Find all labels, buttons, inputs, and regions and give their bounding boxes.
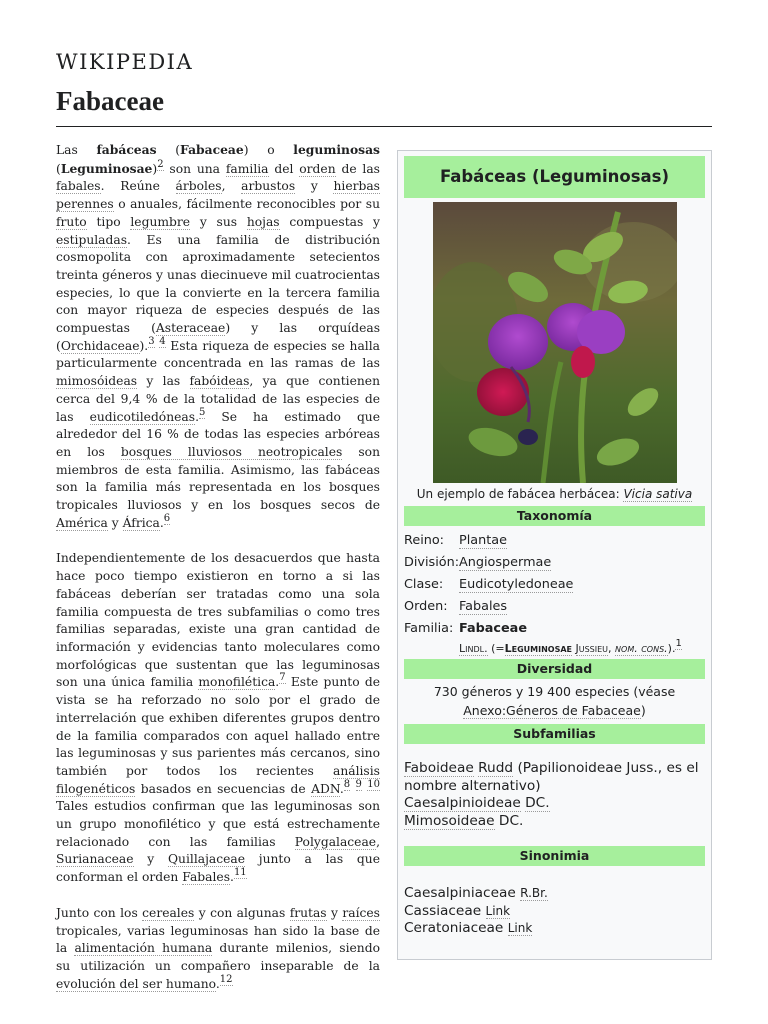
taxonomy-row (404, 530, 705, 552)
family-name: Fabaceae (459, 621, 528, 636)
diversity-text (404, 682, 705, 720)
text-run: y (326, 905, 343, 920)
synonym-author-link[interactable]: Link (507, 921, 533, 935)
text-run: . (275, 675, 280, 690)
ref-7[interactable]: 7 (279, 672, 286, 684)
link-surianaceae[interactable]: Surianaceae (56, 852, 134, 867)
link-bosques-lluviosos-neotropicales[interactable]: bosques lluviosos neotropicales (120, 444, 343, 459)
link-fruto[interactable]: fruto (56, 214, 87, 229)
subfamily-item (404, 795, 705, 813)
link-evolucion-del-ser-humano[interactable]: evolución del ser humano (56, 976, 216, 991)
synonym-item (404, 903, 705, 921)
paragraph-phylogeny (56, 550, 380, 886)
link-legumbre[interactable]: legumbre (130, 214, 191, 229)
text-run: o anuales, fácilmente reconocibles por su (113, 197, 380, 212)
synonym-author-link[interactable]: Link (485, 903, 511, 918)
subfamily-item (404, 813, 705, 831)
taxonomy-row (404, 574, 705, 596)
link-estipuladas[interactable]: estipuladas (56, 232, 128, 247)
text-run: y con algunas (194, 905, 290, 920)
synonym-author-link[interactable]: Jussieu (575, 642, 609, 655)
text-run: junto a las que conforman el orden (56, 852, 381, 885)
syn-open: (= (487, 642, 505, 655)
text-run: basados en secuencias de (135, 781, 312, 796)
bold-term: Fabaceae (180, 142, 244, 157)
text-run: Este punto de vista se ha reforzado no solo por el grado de interrelación que exhiben diferentes grupos dentro de la familia comparados con aquel hallado entre las leguminosas y sus parientes más cercanos, sino también por todos los recientes (56, 675, 380, 778)
article-body (56, 141, 380, 1011)
link-orchidaceae[interactable]: Orchidaceae (60, 338, 140, 353)
citation (356, 779, 362, 791)
citation (164, 513, 170, 525)
text-run: Esta riqueza de especies se halla particularmente concentrada en las ramas de las (56, 338, 380, 371)
text-run: . (339, 781, 344, 796)
ref-12[interactable]: 12 (219, 973, 233, 985)
text-run: . (195, 409, 199, 424)
text-run: ( (156, 143, 181, 157)
nom-cons-link[interactable]: nom. cons. (615, 642, 668, 655)
synonym-item (404, 885, 705, 903)
link-quillajaceae[interactable]: Quillajaceae (167, 852, 246, 867)
ref-5[interactable]: 5 (198, 406, 206, 418)
synonym-name: Ceratoniaceae (404, 920, 504, 936)
synonym-author-link[interactable]: R.Br. (520, 886, 548, 900)
taxonomy-row-family: Familia: Fabaceae Lindl. (=Leguminosae Jussieu, nom. cons.).$^1$ (404, 618, 705, 657)
text-run: del (268, 161, 300, 176)
text-run: . Es una familia de distribución cosmopolita con aproximadamente setecientos treinta géneros y unas diecinueve mil cuatrocientas especies, lo que la convierte en la tercera familia con mayor riqueza de especies después de las compuestas ( (56, 232, 380, 336)
link-fabales[interactable]: Fabales (182, 870, 231, 885)
link-cereales[interactable]: cereales (142, 905, 195, 920)
taxonomy-table (404, 530, 705, 657)
text-run: Independientemente de los desacuerdos que hasta hace poco tiempo existieron en torno a si las fabáceas deberían ser tratadas como una sola familia compuesta de tres subfamilias o como tres familias separadas, existe una gran cantidad de información y evidencias tanto moleculares como morfológicas que sustentan que las leguminosas son una única familia (56, 551, 380, 690)
family-synonym-link[interactable]: Leguminosae (504, 642, 572, 655)
text-run: compuestas y (279, 214, 380, 229)
paragraph-intro (56, 141, 380, 532)
text-run: . (159, 515, 164, 530)
ref-8[interactable]: 8 (343, 778, 351, 790)
taxonomy-header: Taxonomía (404, 506, 705, 526)
taxonomy-label: Clase: (404, 577, 444, 592)
bold-term: leguminosas (293, 142, 380, 157)
link-america[interactable]: América (56, 515, 108, 530)
text-run: ) o (243, 143, 294, 157)
citation (367, 779, 380, 791)
text-run: , (221, 179, 242, 194)
synonyms-header: Sinonimia (404, 846, 705, 866)
link-arbustos[interactable]: arbustos (241, 179, 296, 194)
text-run: y sus (190, 214, 247, 229)
ref-1[interactable]: 1 (675, 638, 682, 649)
link-faboideas[interactable]: fabóideas (189, 374, 250, 389)
family-author-link[interactable]: Lindl. (459, 642, 488, 655)
link-analisis-filogeneticos[interactable]: análisis filogenéticos (56, 763, 380, 796)
faboideae-note: (Papilionoideae Juss., es el nombre alternativo) (404, 760, 699, 794)
text-run: ) (152, 161, 158, 176)
link-alimentacion-humana[interactable]: alimentación humana (74, 941, 213, 956)
ref-6[interactable]: 6 (163, 512, 171, 524)
taxonomy-label: División: (404, 555, 460, 570)
subfamilies-list (404, 760, 705, 830)
text-run: ). (139, 338, 149, 353)
link-hojas[interactable]: hojas (246, 214, 280, 229)
rudd-link[interactable]: Rudd (478, 760, 514, 776)
diversity-count: 730 géneros y 19 400 especies (véase (433, 684, 676, 699)
citation (234, 867, 247, 879)
text-run: . Reúne (100, 179, 176, 194)
caption-text: Un ejemplo de fabácea herbácea: (416, 487, 624, 501)
taxon-link-plantae[interactable]: Plantae (459, 533, 507, 548)
text-run: ) y las orquídeas ( (56, 321, 380, 353)
taxobox-title: Fabáceas (Leguminosas) (404, 156, 705, 198)
ref-3[interactable]: 3 (148, 335, 155, 347)
text-run: durante milenios, siendo su utilización un compañero inseparable de la (56, 941, 380, 973)
syn-close: ). (667, 642, 676, 655)
mimosoideae-author: DC. (498, 812, 524, 829)
text-run: ( (56, 161, 61, 176)
faboideae-link[interactable]: Faboideae (404, 760, 474, 776)
link-polygalaceae[interactable]: Polygalaceae (294, 834, 377, 849)
ref-2[interactable]: 2 (157, 158, 164, 170)
diversity-header: Diversidad (404, 659, 705, 679)
text-run: tropicales, varias leguminosas han sido la base de la (56, 923, 380, 956)
text-run: . (215, 976, 220, 991)
image-caption (398, 487, 711, 504)
ref-10[interactable]: 10 (367, 778, 380, 790)
text-run: son una (163, 161, 226, 176)
text-run: y (295, 179, 334, 194)
taxon-link-fabales[interactable]: Fabales (459, 599, 508, 614)
link-adn[interactable]: ADN (311, 781, 340, 796)
synonym-name: Cassiaceae (404, 902, 482, 919)
text-run: Tales estudios confirman que las leguminosas son un grupo monofilético y que está estrechamente relacionado con las familias (56, 799, 380, 849)
caption-link-vicia-sativa[interactable]: Vicia sativa (623, 487, 693, 501)
taxonomy-label: Reino: (404, 533, 444, 548)
link-mimosoideas[interactable]: mimosóideas (56, 374, 138, 389)
ref-11[interactable]: 11 (233, 867, 247, 879)
link-fabales[interactable]: fabales (56, 179, 101, 194)
diversity-close: ) (640, 703, 646, 718)
bold-term: fabáceas (96, 142, 157, 157)
text-run: , ya que contienen cerca del 9,4 % de la totalidad de las especies de las (56, 374, 380, 424)
link-frutas[interactable]: frutas (289, 905, 327, 920)
text-run: y (107, 515, 123, 530)
link-familia[interactable]: familia (225, 161, 269, 176)
link-arboles[interactable]: árboles (175, 179, 222, 194)
link-eudicotiledoneas[interactable]: eudicotiledóneas (89, 409, 196, 424)
bold-term: Leguminosae (60, 160, 153, 176)
taxonomy-rows (404, 530, 705, 618)
citation (220, 974, 233, 986)
text-run: , (376, 834, 380, 849)
caesalpinioideae-link[interactable]: Caesalpinioideae (404, 795, 521, 811)
subfamily-item (404, 760, 705, 795)
taxon-link-angiospermae[interactable]: Angiospermae (459, 555, 552, 570)
synonyms-list (404, 885, 705, 938)
wikipedia-logo[interactable]: WIKIPEDIA (56, 50, 194, 74)
taxon-link-eudicotyledoneae[interactable]: Eudicotyledoneae (459, 577, 574, 592)
link-orden[interactable]: orden (299, 161, 336, 176)
text-run: y (133, 852, 168, 867)
taxobox (397, 150, 712, 960)
link-africa[interactable]: África (122, 515, 160, 530)
paragraph-human-food (56, 905, 380, 994)
taxonomy-row (404, 552, 705, 574)
link-monofiletica[interactable]: monofilética (198, 675, 276, 690)
ref-9[interactable]: 9 (355, 778, 362, 790)
title-divider (56, 126, 712, 127)
text-run: Se ha estimado que alrededor del 16 % de todas las especies arbóreas en los (56, 409, 381, 459)
link-hierbas-perennes[interactable]: hierbas perennes (56, 179, 380, 212)
synonym-name: Caesalpiniaceae (404, 885, 516, 901)
taxonomy-label: Familia: (404, 621, 454, 636)
text-run: . (230, 870, 234, 885)
vicia-sativa-photo[interactable] (433, 202, 677, 483)
link-asteraceae[interactable]: Asteraceae (155, 321, 226, 336)
text-run: son miembros de esta familia. Asimismo, las fabáceas son la familia más representada en los bosques tropicales lluviosos y en los bosques secos de (56, 444, 380, 513)
taxonomy-row (404, 596, 705, 618)
taxonomy-label: Orden: (404, 599, 448, 614)
text-run: y las (137, 374, 190, 389)
text-run: Junto con los (56, 905, 143, 920)
synonym-item (404, 920, 705, 938)
citation (148, 336, 154, 348)
dc-link[interactable]: DC. (525, 795, 550, 811)
text-run: tipo (86, 214, 131, 229)
link-raices[interactable]: raíces (342, 905, 380, 920)
text-run: Las (56, 143, 97, 157)
subfamilies-header: Subfamilias (404, 724, 705, 744)
genera-annex-link[interactable]: Anexo:Géneros de Fabaceae (463, 703, 641, 718)
ref-4[interactable]: 4 (159, 335, 166, 347)
page-title: Fabaceae (56, 86, 164, 116)
mimosoideae-link[interactable]: Mimosoideae (404, 812, 495, 829)
text-run: de las (335, 161, 380, 176)
